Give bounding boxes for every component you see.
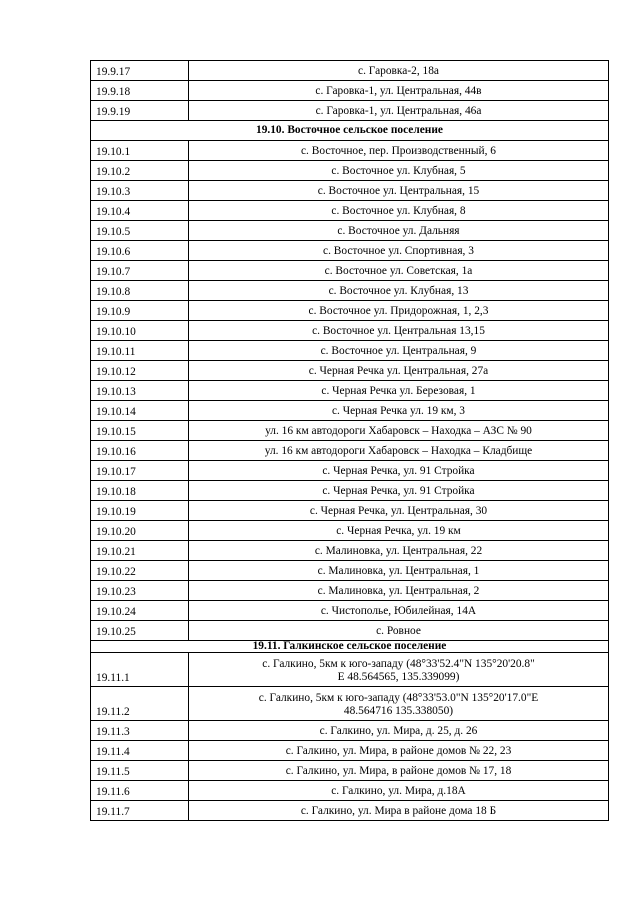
table-row: [91, 501, 609, 521]
table-row: [91, 481, 609, 501]
address-text: с. Восточное ул. Клубная, 8: [331, 205, 466, 217]
address-text: с. Восточное ул. Центральная, 9: [320, 345, 477, 357]
address-cell: [189, 421, 609, 441]
address-text: с. Восточное, пер. Производственный, 6: [301, 145, 496, 157]
table-row: [91, 601, 609, 621]
table-row: [91, 781, 609, 801]
item-number: 19.10.20: [91, 521, 189, 541]
address-cell: [189, 161, 609, 181]
item-number: 19.10.5: [91, 221, 189, 241]
address-text: с. Восточное ул. Клубная, 13: [328, 285, 469, 297]
table-row: [91, 61, 609, 81]
address-cell: [189, 381, 609, 401]
address-table: [90, 60, 609, 821]
address-text: с. Малиновка, ул. Центральная, 1: [317, 565, 480, 577]
address-cell: [189, 741, 609, 761]
address-cell: [189, 81, 609, 101]
item-number: 19.10.19: [91, 501, 189, 521]
address-text: с. Черная Речка, ул. 91 Стройка: [322, 485, 475, 497]
address-text: с. Черная Речка ул. Березовая, 1: [321, 385, 476, 397]
address-text: с. Восточное ул. Советская, 1а: [324, 265, 473, 277]
table-row: [91, 221, 609, 241]
address-cell: [189, 181, 609, 201]
address-cell: [189, 261, 609, 281]
address-text: с. Восточное ул. Центральная 13,15: [312, 325, 485, 337]
item-number: 19.10.8: [91, 281, 189, 301]
item-number: 19.10.9: [91, 301, 189, 321]
address-text: с. Галкино, ул. Мира, д. 25, д. 26: [319, 725, 478, 737]
address-table-body: [91, 61, 609, 821]
table-row: [91, 761, 609, 781]
address-cell: [189, 441, 609, 461]
address-cell: [189, 687, 609, 721]
address-text: ул. 16 км автодороги Хабаровск – Находка – Кладбище: [264, 445, 533, 457]
address-cell: [189, 481, 609, 501]
section-title: 19.11. Галкинское сельское поселение: [91, 641, 609, 653]
address-cell: [189, 561, 609, 581]
item-number: 19.10.1: [91, 141, 189, 161]
address-cell: [189, 461, 609, 481]
table-row: [91, 101, 609, 121]
section-header-row: [91, 121, 609, 141]
item-number: 19.9.18: [91, 81, 189, 101]
item-number: 19.10.18: [91, 481, 189, 501]
table-row: [91, 561, 609, 581]
item-number: 19.11.7: [91, 801, 189, 821]
address-cell: [189, 361, 609, 381]
address-cell: [189, 581, 609, 601]
item-number: 19.10.25: [91, 621, 189, 641]
address-cell: [189, 221, 609, 241]
address-text: с. Галкино, ул. Мира, в районе домов № 22, 23: [285, 745, 512, 757]
table-row: [91, 301, 609, 321]
address-cell: [189, 61, 609, 81]
address-cell: [189, 341, 609, 361]
address-text: с. Черная Речка, ул. Центральная, 30: [309, 505, 488, 517]
table-row: [91, 421, 609, 441]
table-row: [91, 461, 609, 481]
address-cell: [189, 601, 609, 621]
address-cell: [189, 781, 609, 801]
address-text: с. Черная Речка ул. Центральная, 27а: [308, 365, 489, 377]
section-title: 19.10. Восточное сельское поселение: [91, 121, 609, 141]
address-text: с. Гаровка-1, ул. Центральная, 44в: [315, 85, 482, 97]
section-header-row: [91, 641, 609, 653]
address-text: с. Восточное ул. Центральная, 15: [317, 185, 480, 197]
address-text: с. Восточное ул. Спортивная, 3: [323, 245, 474, 257]
item-number: 19.11.2: [91, 687, 189, 721]
item-number: 19.10.12: [91, 361, 189, 381]
item-number: 19.11.1: [91, 653, 189, 687]
address-text: с. Восточное ул. Дальняя: [337, 225, 460, 237]
table-row: [91, 521, 609, 541]
address-text: с. Гаровка-1, ул. Центральная, 46а: [315, 105, 482, 117]
table-row: [91, 81, 609, 101]
address-cell: [189, 761, 609, 781]
address-cell: [189, 141, 609, 161]
table-row: [91, 801, 609, 821]
address-text: с. Черная Речка ул. 19 км, 3: [331, 405, 466, 417]
address-cell: [189, 101, 609, 121]
address-text: с. Восточное ул. Клубная, 5: [331, 165, 466, 177]
item-number: 19.9.19: [91, 101, 189, 121]
table-row: [91, 621, 609, 641]
address-cell: [189, 501, 609, 521]
address-text: с. Восточное ул. Придорожная, 1, 2,3: [308, 305, 489, 317]
item-number: 19.10.6: [91, 241, 189, 261]
table-row: [91, 653, 609, 687]
table-row: [91, 181, 609, 201]
address-cell: [189, 721, 609, 741]
item-number: 19.11.5: [91, 761, 189, 781]
address-text: с. Черная Речка, ул. 19 км: [336, 525, 461, 537]
table-row: [91, 441, 609, 461]
address-text: с. Галкино, ул. Мира, д.18А: [331, 785, 466, 797]
address-cell: [189, 521, 609, 541]
table-row: [91, 381, 609, 401]
table-row: [91, 321, 609, 341]
item-number: 19.10.3: [91, 181, 189, 201]
address-text: с. Галкино, ул. Мира, в районе домов № 17, 18: [285, 765, 512, 777]
item-number: 19.11.3: [91, 721, 189, 741]
table-row: [91, 541, 609, 561]
item-number: 19.10.22: [91, 561, 189, 581]
item-number: 19.10.24: [91, 601, 189, 621]
item-number: 19.10.17: [91, 461, 189, 481]
table-row: [91, 141, 609, 161]
item-number: 19.10.7: [91, 261, 189, 281]
address-cell: [189, 653, 609, 687]
item-number: 19.10.15: [91, 421, 189, 441]
address-cell: [189, 321, 609, 341]
table-row: [91, 261, 609, 281]
table-row: [91, 201, 609, 221]
address-cell: [189, 621, 609, 641]
table-row: [91, 161, 609, 181]
address-text: с. Галкино, ул. Мира в районе дома 18 Б: [300, 805, 497, 817]
table-row: [91, 401, 609, 421]
address-text: с. Галкино, 5км к юго-западу (48°33'53.0"N 135°20'17.0"E: [258, 692, 539, 704]
item-number: 19.10.2: [91, 161, 189, 181]
address-cell: [189, 801, 609, 821]
address-text: с. Чистополье, Юбилейная, 14А: [320, 605, 477, 617]
table-row: [91, 281, 609, 301]
table-row: [91, 361, 609, 381]
item-number: 19.9.17: [91, 61, 189, 81]
address-cell: [189, 401, 609, 421]
address-cell: [189, 241, 609, 261]
table-row: [91, 581, 609, 601]
item-number: 19.11.6: [91, 781, 189, 801]
item-number: 19.10.14: [91, 401, 189, 421]
address-text: ул. 16 км автодороги Хабаровск – Находка – АЗС № 90: [265, 425, 532, 437]
table-row: [91, 687, 609, 721]
address-cell: [189, 301, 609, 321]
address-cell: [189, 281, 609, 301]
address-cell: [189, 541, 609, 561]
table-row: [91, 341, 609, 361]
item-number: 19.10.11: [91, 341, 189, 361]
table-row: [91, 741, 609, 761]
item-number: 19.10.21: [91, 541, 189, 561]
item-number: 19.11.4: [91, 741, 189, 761]
address-text: с. Малиновка, ул. Центральная, 2: [317, 585, 480, 597]
item-number: 19.10.13: [91, 381, 189, 401]
table-row: [91, 721, 609, 741]
address-text: с. Гаровка-2, 18а: [358, 65, 439, 77]
address-text: с. Черная Речка, ул. 91 Стройка: [322, 465, 475, 477]
address-text: с. Галкино, 5км к юго-западу (48°33'52.4"N 135°20'20.8": [262, 658, 535, 670]
address-cell: [189, 201, 609, 221]
table-row: [91, 241, 609, 261]
item-number: 19.10.23: [91, 581, 189, 601]
address-text: E 48.564565, 135.339099): [337, 671, 460, 683]
address-text: с. Ровное: [376, 625, 421, 637]
item-number: 19.10.10: [91, 321, 189, 341]
address-text: с. Малиновка, ул. Центральная, 22: [314, 545, 483, 557]
item-number: 19.10.4: [91, 201, 189, 221]
address-text: 48.564716 135.338050): [343, 705, 454, 717]
item-number: 19.10.16: [91, 441, 189, 461]
